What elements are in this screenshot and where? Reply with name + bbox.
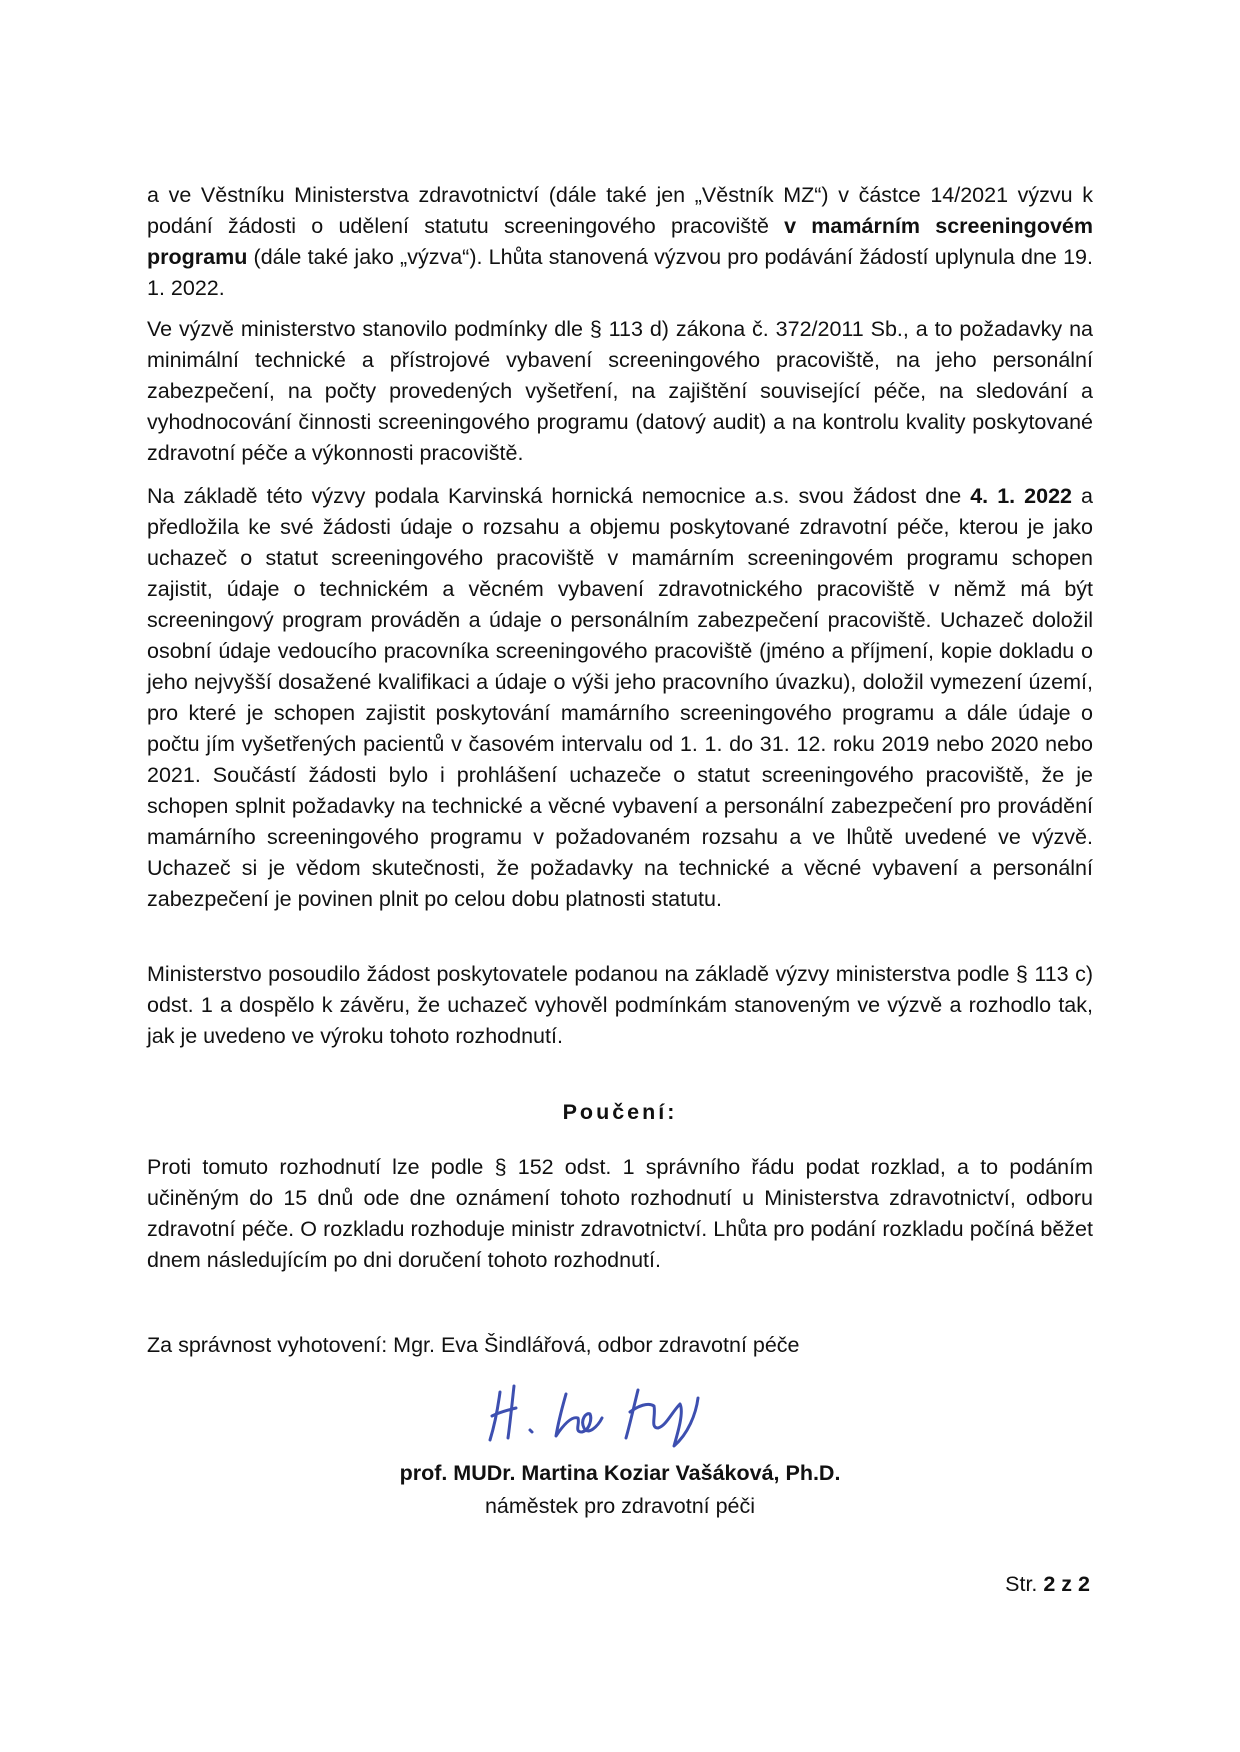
paragraph-text: (dále také jako „výzva“). Lhůta stanovená výzvou pro podávání žádostí uplynula dne 19. 1. 2022. — [147, 245, 1093, 300]
page-number-total: 2 — [1078, 1572, 1090, 1596]
paragraph-application — [147, 481, 1093, 915]
paragraph-text: a ve Věstníku Ministerstva zdravotnictví (dále také jen „Věstník MZ“) v částce 14/2021 výzvu k podání žádosti o udělení statutu screeningového pracoviště — [147, 183, 1093, 238]
page-number-prefix: Str. — [1005, 1572, 1044, 1596]
page-number-separator: z — [1055, 1572, 1079, 1596]
instruction-heading: Poučení: — [562, 1100, 678, 1124]
paragraph-appeal-instruction: Proti tomuto rozhodnutí lze podle § 152 odst. 1 správního řádu podat rozklad, a to podáním učiněným do 15 dnů ode dne oznámení tohoto rozhodnutí u Ministerstva zdravotnictví, odboru zdravotní péče. O rozkladu rozhoduje ministr zdravotnictví. Lhůta pro podání rozkladu počíná běžet dnem následujícím po dni doručení tohoto rozhodnutí. — [147, 1155, 1093, 1272]
signer-name: prof. MUDr. Martina Koziar Vašáková, Ph.D. — [399, 1461, 841, 1485]
paragraph-bold-date: 4. 1. 2022 — [970, 484, 1072, 508]
handwritten-signature — [470, 1372, 750, 1452]
signer-role: náměstek pro zdravotní péči — [484, 1494, 756, 1518]
paragraph-bold-text: v mamárním screeningovém programu — [147, 214, 1093, 269]
correctness-statement: Za správnost vyhotovení: Mgr. Eva Šindlářová, odbor zdravotní péče — [147, 1333, 800, 1357]
paragraph-call-publication — [147, 180, 1093, 304]
paragraph-conditions: Ve výzvě ministerstvo stanovilo podmínky dle § 113 d) zákona č. 372/2011 Sb., a to požadavky na minimální technické a přístrojové vybavení screeningového pracoviště, na jeho personální zabezpečení, na počty provedených vyšetření, na zajištění související péče, na sledování a vyhodnocování činnosti screeningového programu (datový audit) a na kontrolu kvality poskytované zdravotní péče a výkonnosti pracoviště. — [147, 317, 1093, 465]
paragraph-text: Na základě této výzvy podala Karvinská hornická nemocnice a.s. svou žádost dne — [147, 484, 971, 508]
paragraph-text: a předložila ke své žádosti údaje o rozsahu a objemu poskytované zdravotní péče, kterou je jako uchazeč o statut screeningového pracoviště v mamárním screeningovém programu schopen zajistit, údaje o technickém a věcném vybavení zdravotnického pracoviště v němž má být screeningový program prováděn a údaje o personálním zabezpečení pracoviště. Uchazeč doložil osobní údaje vedoucího pracovníka screeningového pracoviště (jméno a příjmení, kopie dokladu o jeho nejvyšší dosažené kvalifikaci a údaje o výši jeho pracovního úvazku), doložil vymezení území, pro které je schopen zajistit poskytování mamárního screeningového programu a dále údaje o počtu jím vyšetřených pacientů v časovém intervalu od 1. 1. do 31. 12. roku 2019 nebo 2020 nebo 2021. Součástí žádosti bylo i prohlášení uchazeče o statut screeningového pracoviště, že je schopen splnit požadavky na technické a věcné vybavení a personální zabezpečení pro provádění mamárního screeningového programu v požadovaném rozsahu a ve lhůtě uvedené ve výzvě. Uchazeč si je vědom skutečnosti, že požadavky na technické a věcné vybavení a personální zabezpečení je povinen plnit po celou dobu platnosti statutu. — [147, 484, 1094, 911]
page-number — [1005, 1572, 1090, 1597]
page-number-current: 2 — [1043, 1572, 1056, 1596]
paragraph-assessment: Ministerstvo posoudilo žádost poskytovatele podanou na základě výzvy ministerstva podle § 113 c) odst. 1 a dospělo k závěru, že uchazeč vyhověl podmínkám stanoveným ve výzvě a rozhodlo tak, jak je uvedeno ve výroku tohoto rozhodnutí. — [147, 962, 1093, 1048]
